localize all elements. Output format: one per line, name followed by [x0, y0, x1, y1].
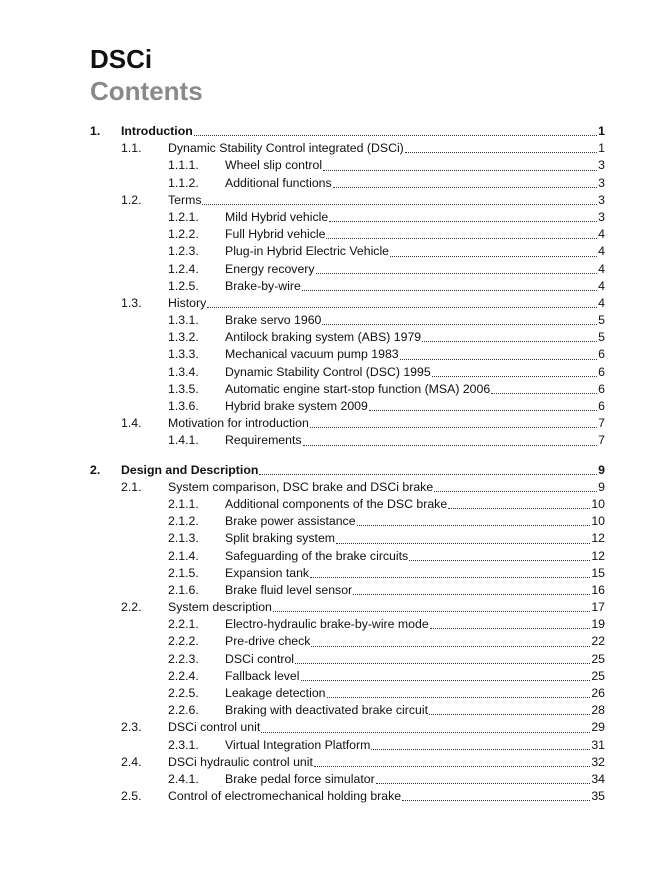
toc-page-number: 34	[591, 771, 605, 786]
toc-entry-title: System comparison, DSC brake and DSCi brake	[168, 479, 434, 494]
toc-entry-title: Mild Hybrid vehicle	[225, 209, 329, 224]
toc-dot-leader	[273, 611, 590, 612]
toc-dot-leader	[326, 238, 597, 239]
toc-entry[interactable]	[90, 432, 605, 449]
toc-entry-title: Automatic engine start-stop function (MSA) 2006	[225, 381, 491, 396]
toc-page-number: 4	[598, 278, 605, 293]
toc-entry-title: Motivation for introduction	[168, 416, 309, 431]
toc-dot-leader	[390, 256, 597, 257]
toc-entry-line	[225, 226, 605, 243]
toc-entry-line	[225, 209, 605, 226]
toc-page-number: 1	[598, 141, 605, 156]
toc-entry-number: 1.	[90, 124, 101, 138]
toc-entry-line	[225, 243, 605, 260]
toc-page-number: 10	[591, 514, 605, 529]
toc-entry-line	[225, 261, 605, 278]
toc-dot-leader	[194, 135, 597, 136]
toc-page-number: 5	[598, 313, 605, 328]
toc-page-number: 22	[591, 634, 605, 649]
toc-dot-leader	[323, 170, 597, 171]
toc-entry-title: Brake pedal force simulator	[225, 771, 375, 786]
toc-entry-line	[225, 175, 605, 192]
toc-entry-line	[225, 737, 605, 754]
toc-dot-leader	[369, 410, 597, 411]
toc-entry-number: 2.1.1.	[168, 496, 199, 511]
toc-entry-number: 1.1.1.	[168, 158, 199, 173]
toc-entry-title: Brake fluid level sensor	[225, 582, 353, 597]
toc-dot-leader	[429, 714, 590, 715]
toc-dot-leader	[316, 273, 598, 274]
toc-entry[interactable]	[90, 175, 605, 192]
toc-entry-number: 1.2.2.	[168, 227, 199, 242]
toc-entry-number: 2.1.3.	[168, 531, 199, 546]
toc-dot-leader	[434, 491, 597, 492]
toc-entry-line	[225, 565, 605, 582]
toc-dot-leader	[311, 646, 590, 647]
toc-page-number: 4	[598, 261, 605, 276]
toc-entry[interactable]	[90, 599, 605, 616]
toc-entry-number: 1.3.5.	[168, 381, 199, 396]
toc-entry[interactable]	[90, 123, 605, 140]
toc-entry[interactable]	[90, 295, 605, 312]
toc-entry-title: Dynamic Stability Control (DSC) 1995	[225, 364, 431, 379]
toc-entry-number: 1.2.5.	[168, 278, 199, 293]
toc-page-number: 25	[591, 668, 605, 683]
toc-entry-number: 1.3.3.	[168, 347, 199, 362]
toc-dot-leader	[376, 783, 591, 784]
toc-dot-leader	[314, 766, 590, 767]
toc-page-number: 7	[598, 416, 605, 431]
toc-page-number: 3	[598, 192, 605, 207]
toc-page-number: 6	[598, 347, 605, 362]
toc-entry-title: Electro-hydraulic brake-by-wire mode	[225, 617, 429, 632]
toc-entry-title: Antilock braking system (ABS) 1979	[225, 330, 422, 345]
toc-entry-number: 2.2.5.	[168, 686, 199, 700]
toc-entry-number: 2.3.1.	[168, 737, 199, 752]
toc-page-number: 4	[598, 227, 605, 242]
toc-page-number: 4	[598, 295, 605, 310]
toc-dot-leader	[322, 324, 597, 325]
toc-entry[interactable]	[90, 479, 605, 496]
toc-entry-title: Pre-drive check	[225, 634, 311, 649]
toc-entry-title: Design and Description	[121, 462, 259, 477]
toc-entry[interactable]	[90, 209, 605, 226]
toc-dot-leader	[405, 152, 597, 153]
toc-entry[interactable]	[90, 157, 605, 174]
toc-page-number: 4	[598, 244, 605, 259]
toc-entry-title: Plug-in Hybrid Electric Vehicle	[225, 244, 390, 259]
toc-entry[interactable]	[90, 513, 605, 530]
toc-entry-line	[225, 381, 605, 398]
toc-dot-leader	[409, 560, 590, 561]
toc-page-number: 5	[598, 330, 605, 345]
toc-entry-title: History	[168, 295, 207, 310]
toc-entry-line	[225, 513, 605, 530]
toc-page-number: 32	[591, 754, 605, 769]
toc-entry-title: Safeguarding of the brake circuits	[225, 548, 409, 563]
toc-page-number: 35	[591, 789, 605, 804]
toc-entry[interactable]	[90, 398, 605, 415]
toc-entry-line	[168, 295, 605, 312]
toc-entry-line	[121, 462, 605, 479]
toc-entry-title: Fallback level	[225, 668, 300, 683]
toc-entry-number: 1.3.4.	[168, 364, 199, 379]
toc-page-number: 6	[598, 399, 605, 413]
toc-dot-leader	[357, 525, 591, 526]
toc-entry-title: Energy recovery	[225, 261, 315, 276]
toc-entry-line	[225, 616, 605, 633]
toc-entry-number: 2.2.6.	[168, 703, 199, 718]
toc-dot-leader	[327, 697, 591, 698]
toc-entry[interactable]	[90, 381, 605, 398]
toc-dot-leader	[336, 543, 590, 544]
toc-page-number: 3	[598, 175, 605, 190]
toc-entry-title: Hybrid brake system 2009	[225, 399, 368, 413]
toc-entry[interactable]	[90, 364, 605, 381]
toc-page-number: 19	[591, 617, 605, 632]
toc-entry-title: Brake power assistance	[225, 514, 356, 529]
toc-page-number: 7	[598, 433, 605, 448]
toc-entry-number: 1.2.	[121, 192, 142, 207]
toc-entry[interactable]	[90, 346, 605, 363]
toc-entry-line	[225, 771, 605, 788]
toc-page-number: 10	[591, 496, 605, 511]
toc-entry-number: 2.2.	[121, 600, 142, 615]
toc-entry[interactable]	[90, 192, 605, 209]
toc-entry-line	[168, 719, 605, 736]
toc-entry-number: 2.3.	[121, 720, 142, 735]
toc-entry-title: Control of electromechanical holding brake	[168, 789, 402, 804]
toc-entry[interactable]	[90, 754, 605, 771]
toc-entry-title: Introduction	[121, 124, 193, 138]
toc-entry-line	[225, 702, 605, 719]
toc-page-number: 6	[598, 381, 605, 396]
toc-entry[interactable]	[90, 312, 605, 329]
toc-entry[interactable]	[90, 415, 605, 432]
toc-dot-leader	[259, 474, 597, 475]
toc-entry-title: Additional components of the DSC brake	[225, 496, 448, 511]
toc-dot-leader	[430, 628, 591, 629]
toc-entry-line	[168, 140, 605, 157]
toc-entry-line	[225, 329, 605, 346]
toc-entry-line	[225, 548, 605, 565]
toc-entry-number: 2.1.2.	[168, 514, 199, 529]
toc-entry[interactable]	[90, 737, 605, 754]
toc-entry-title: Brake-by-wire	[225, 278, 301, 293]
toc-page-number: 29	[591, 720, 605, 735]
toc-entry-title: Expansion tank	[225, 565, 310, 580]
table-of-contents	[90, 123, 605, 805]
toc-entry[interactable]	[90, 582, 605, 599]
toc-entry[interactable]	[90, 702, 605, 719]
toc-dot-leader	[295, 663, 590, 664]
toc-dot-leader	[302, 290, 597, 291]
toc-page-number: 9	[598, 479, 605, 494]
toc-dot-leader	[310, 427, 597, 428]
toc-entry[interactable]	[90, 616, 605, 633]
toc-entry-line	[168, 754, 605, 771]
toc-entry[interactable]	[90, 651, 605, 668]
toc-dot-leader	[301, 680, 591, 681]
toc-entry-line	[168, 192, 605, 209]
toc-entry[interactable]	[90, 243, 605, 260]
toc-entry[interactable]	[90, 719, 605, 736]
toc-entry[interactable]	[90, 548, 605, 565]
toc-entry-title: Mechanical vacuum pump 1983	[225, 347, 399, 362]
toc-entry-title: Leakage detection	[225, 686, 326, 700]
toc-entry-number: 1.3.	[121, 295, 142, 310]
toc-entry-title: Braking with deactivated brake circuit	[225, 703, 428, 718]
toc-page-number: 16	[591, 582, 605, 597]
toc-entry-title: DSCi control	[225, 651, 295, 666]
toc-entry-title: Wheel slip control	[225, 158, 323, 173]
toc-entry-number: 2.4.1.	[168, 771, 199, 786]
toc-page-number: 31	[591, 737, 605, 752]
toc-page-number: 6	[598, 364, 605, 379]
toc-dot-leader	[202, 204, 597, 205]
toc-page-number: 26	[591, 686, 605, 700]
toc-dot-leader	[303, 445, 598, 446]
toc-entry-number: 2.	[90, 462, 101, 477]
toc-entry-title: DSCi hydraulic control unit	[168, 754, 313, 769]
toc-entry-line	[121, 123, 605, 140]
toc-entry-number: 1.3.6.	[168, 399, 199, 413]
toc-dot-leader	[402, 800, 590, 801]
toc-entry-number: 2.2.3.	[168, 651, 199, 666]
toc-entry-title: Terms	[168, 192, 202, 207]
toc-entry-number: 2.5.	[121, 789, 142, 804]
toc-entry-line	[225, 432, 605, 449]
toc-entry-line	[225, 496, 605, 513]
toc-entry-number: 1.2.1.	[168, 209, 199, 224]
toc-entry-line	[225, 668, 605, 685]
toc-page-number: 25	[591, 651, 605, 666]
toc-dot-leader	[333, 187, 598, 188]
toc-entry-number: 1.1.	[121, 141, 142, 156]
toc-entry-line	[168, 788, 605, 805]
toc-entry-line	[225, 364, 605, 381]
toc-page-number: 1	[598, 124, 605, 138]
toc-entry-number: 2.1.4.	[168, 548, 199, 563]
toc-entry[interactable]	[90, 771, 605, 788]
toc-entry[interactable]	[90, 685, 605, 702]
toc-entry-title: Requirements	[225, 433, 302, 448]
toc-page-number: 9	[598, 462, 605, 477]
toc-dot-leader	[329, 221, 597, 222]
toc-page-number: 3	[598, 209, 605, 224]
toc-entry-title: DSCi control unit	[168, 720, 261, 735]
toc-page-number: 28	[591, 703, 605, 718]
toc-entry[interactable]	[90, 565, 605, 582]
toc-entry-number: 2.4.	[121, 754, 142, 769]
toc-entry-line	[225, 530, 605, 547]
toc-entry-number: 2.1.	[121, 479, 142, 494]
toc-dot-leader	[400, 359, 598, 360]
toc-entry-number: 1.4.	[121, 416, 142, 431]
toc-entry-line	[225, 633, 605, 650]
toc-entry[interactable]	[90, 140, 605, 157]
toc-entry-line	[225, 651, 605, 668]
toc-entry-title: Full Hybrid vehicle	[225, 227, 326, 242]
toc-entry[interactable]	[90, 462, 605, 479]
toc-entry[interactable]	[90, 226, 605, 243]
toc-dot-leader	[432, 376, 597, 377]
toc-dot-leader	[207, 307, 597, 308]
toc-entry-number: 1.2.3.	[168, 244, 199, 259]
toc-entry-title: Brake servo 1960	[225, 313, 322, 328]
toc-entry[interactable]	[90, 278, 605, 295]
toc-entry-number: 1.2.4.	[168, 261, 199, 276]
toc-page-number: 12	[591, 548, 605, 563]
toc-entry-line	[225, 685, 605, 702]
toc-dot-leader	[371, 749, 590, 750]
toc-entry-title: Split braking system	[225, 531, 336, 546]
toc-entry-number: 2.1.6.	[168, 582, 199, 597]
toc-entry[interactable]	[90, 261, 605, 278]
toc-entry[interactable]	[90, 668, 605, 685]
toc-entry-number: 1.4.1.	[168, 433, 199, 448]
toc-page-number: 3	[598, 158, 605, 173]
toc-entry-title: Virtual Integration Platform	[225, 737, 371, 752]
toc-entry-line	[225, 346, 605, 363]
toc-entry-number: 2.2.1.	[168, 617, 199, 632]
toc-entry-number: 1.3.2.	[168, 330, 199, 345]
toc-dot-leader	[422, 341, 597, 342]
toc-entry-line	[168, 415, 605, 432]
toc-dot-leader	[310, 577, 590, 578]
toc-entry-title: Additional functions	[225, 175, 332, 190]
toc-entry-line	[225, 582, 605, 599]
toc-entry-number: 2.2.2.	[168, 634, 199, 649]
toc-entry-line	[168, 599, 605, 616]
toc-entry-number: 2.2.4.	[168, 668, 199, 683]
toc-dot-leader	[491, 393, 597, 394]
toc-entry[interactable]	[90, 530, 605, 547]
toc-entry-line	[225, 312, 605, 329]
toc-entry[interactable]	[90, 633, 605, 650]
toc-entry-number: 2.1.5.	[168, 565, 199, 580]
toc-dot-leader	[261, 732, 590, 733]
toc-entry-title: Dynamic Stability Control integrated (DSCi)	[168, 141, 404, 156]
toc-entry[interactable]	[90, 496, 605, 513]
toc-entry-title: System description	[168, 600, 272, 615]
toc-entry-number: 1.3.1.	[168, 313, 199, 328]
toc-entry-line	[168, 479, 605, 496]
toc-dot-leader	[353, 594, 590, 595]
toc-page-number: 17	[591, 600, 605, 615]
toc-entry-number: 1.1.2.	[168, 175, 199, 190]
toc-dot-leader	[448, 508, 590, 509]
toc-entry[interactable]	[90, 788, 605, 805]
contents-heading: Contents	[90, 76, 203, 106]
toc-page-number: 12	[591, 531, 605, 546]
toc-entry-line	[225, 157, 605, 174]
document-title: DSCi	[90, 44, 153, 74]
toc-entry-line	[225, 278, 605, 295]
toc-page-number: 15	[591, 565, 605, 580]
toc-entry-line	[225, 398, 605, 415]
toc-entry[interactable]	[90, 329, 605, 346]
